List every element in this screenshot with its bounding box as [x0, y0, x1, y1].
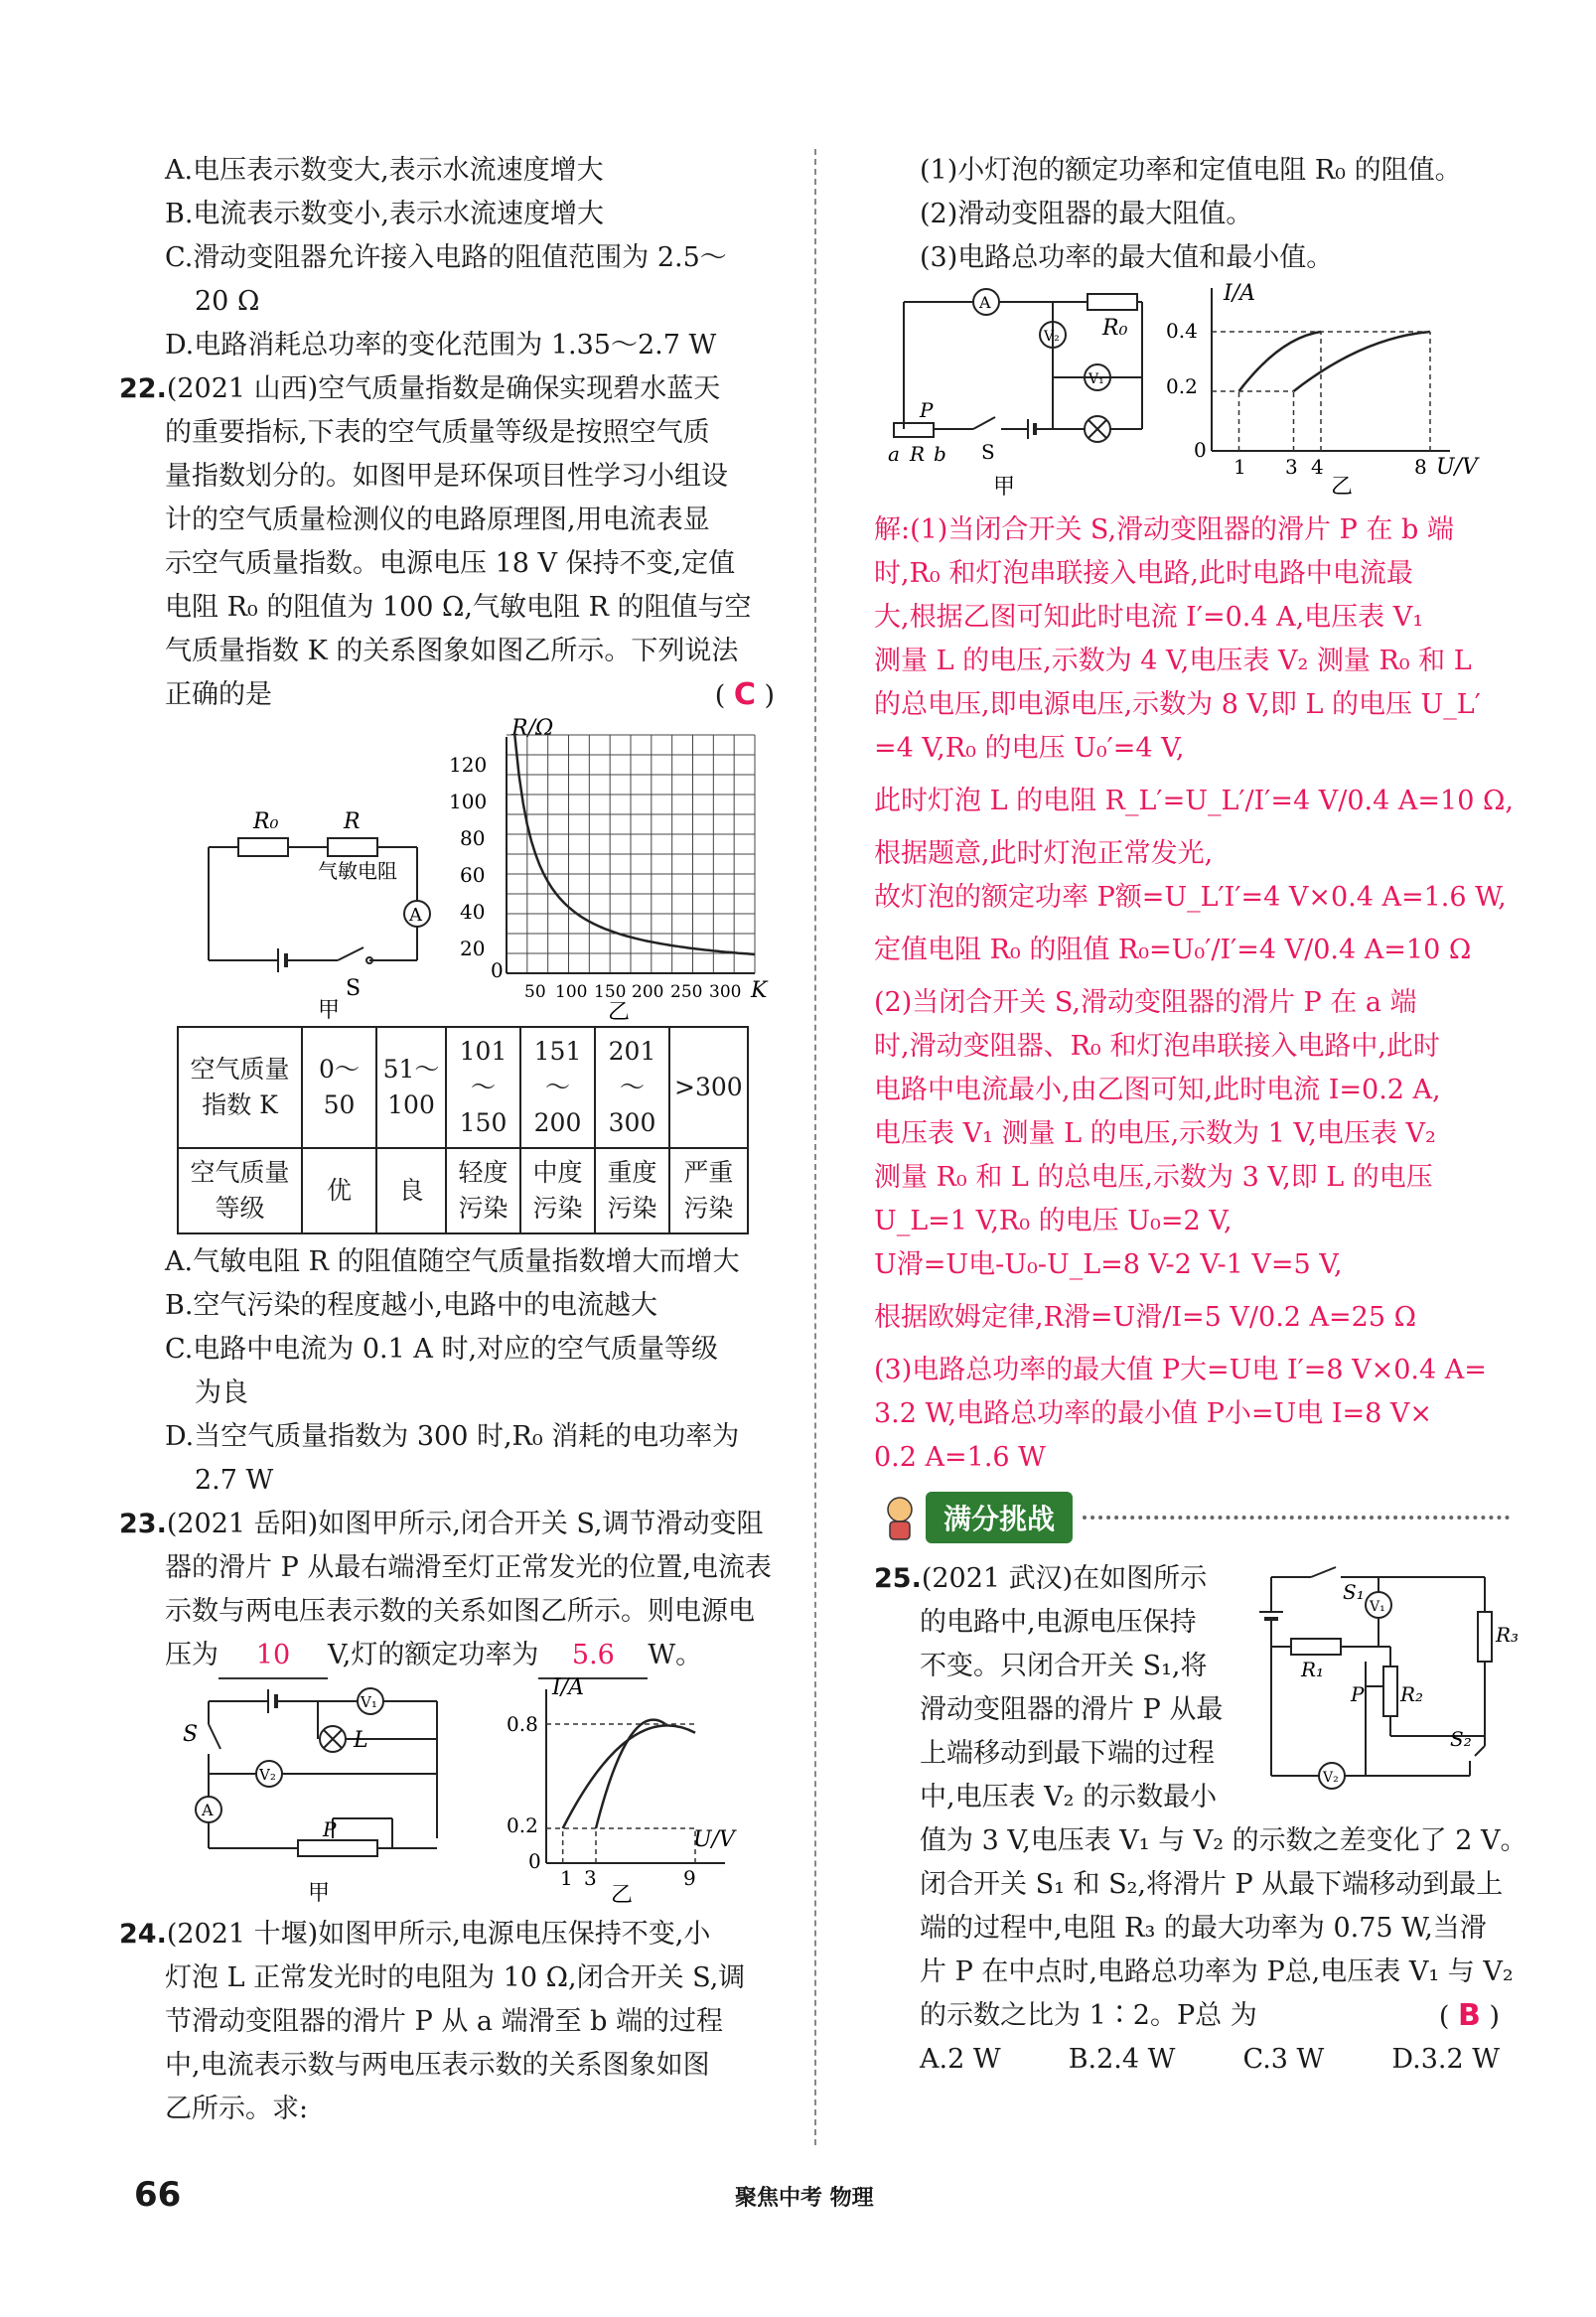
y-tick: 0 [491, 958, 504, 982]
q23-line: W。 [648, 1640, 703, 1670]
q21-option-c-cont: 20 Ω [195, 286, 260, 317]
y-tick: 40 [460, 900, 486, 924]
q22-graph [449, 716, 769, 1025]
q25-line: 中,电压表 V₂ 的示数最小 [920, 1782, 1218, 1812]
q25-line: 片 P 在中点时,电路总功率为 P总,电压表 V₁ 与 V₂ [920, 1956, 1514, 1987]
y-tick: 120 [449, 753, 488, 777]
q24-sub-question: (3)电路总功率的最大值和最小值。 [920, 242, 1334, 273]
axis-label-x: U/V [1436, 455, 1478, 480]
rheostat-symbol [298, 1840, 377, 1856]
v1-curve [1239, 332, 1322, 391]
table-cell: 空气质量指数 K [178, 1027, 302, 1148]
y-tick: 60 [460, 863, 486, 887]
solution-line: (3)电路总功率的最大值 P大=U电 I′=8 V×0.4 A= [874, 1355, 1487, 1385]
r-vs-k-curve [514, 735, 755, 954]
q22-line: 正确的是 [165, 679, 272, 710]
x-tick: 9 [683, 1866, 696, 1890]
caption-yi: 乙 [608, 1000, 631, 1025]
q23-circuit-diagram [196, 1688, 437, 1856]
table-cell: 201～300 [595, 1027, 669, 1148]
q23-number: 23. [119, 1509, 167, 1539]
y-tick: 100 [449, 790, 488, 813]
q25-line: 的示数之比为 1∶2。P总 为 [920, 2000, 1257, 2031]
rheostat-r2-symbol [1383, 1666, 1397, 1716]
q23-line: 压为 [165, 1640, 218, 1670]
label-b: b [934, 442, 946, 466]
question-22 [119, 367, 795, 1503]
q22-answer: C [733, 677, 756, 712]
label-p: P [323, 1817, 337, 1841]
q24-graph [1166, 281, 1480, 500]
air-quality-table [177, 1026, 749, 1234]
label-p: P [920, 398, 934, 422]
y-tick: 0 [1194, 438, 1207, 462]
y-tick: 20 [460, 937, 486, 960]
resistor-r3-symbol [1478, 1612, 1492, 1662]
label-s1: S₁ [1343, 1580, 1365, 1604]
q21-option-b: B.电流表示数变小,表示水流速度增大 [165, 199, 605, 229]
switch-s2-symbol [1475, 1746, 1485, 1756]
table-cell: 优 [302, 1148, 376, 1233]
q24-sub-question: (1)小灯泡的额定功率和定值电阻 R₀ 的阻值。 [920, 155, 1462, 186]
q22-figures-svg [119, 716, 795, 1025]
label-r2: R₂ [1400, 1682, 1424, 1706]
q22-option-d-cont: 2.7 W [195, 1465, 274, 1496]
solution-line: U滑=U电-U₀-U_L=8 V-2 V-1 V=5 V, [874, 1249, 1343, 1280]
label-sensor: 气敏电阻 [318, 859, 397, 883]
q25-line: 端的过程中,电阻 R₃ 的最大功率为 0.75 W,当滑 [920, 1913, 1487, 1944]
label-v1: V₁ [1370, 1599, 1385, 1615]
solution-line: 测量 R₀ 和 L 的总电压,示数为 3 V,即 L 的电压 [874, 1162, 1433, 1193]
q24-line: (2021 十堰)如图甲所示,电源电压保持不变,小 [166, 1919, 711, 1950]
x-tick: 4 [1311, 455, 1324, 479]
label-v2: V₂ [1323, 1770, 1339, 1786]
solution-line: 时,R₀ 和灯泡串联接入电路,此时电路中电流最 [874, 558, 1413, 589]
label-v2: V₂ [259, 1766, 276, 1784]
q22-line: 示空气质量指数。电源电压 18 V 保持不变,定值 [165, 548, 736, 579]
x-tick: 1 [560, 1866, 573, 1890]
q25-option-b: B.2.4 W [1068, 2044, 1176, 2075]
axis-label-x: U/V [693, 1827, 735, 1852]
solution-line: 的总电压,即电源电压,示数为 8 V,即 L 的电压 U_L′ [874, 689, 1481, 720]
label-a: a [888, 442, 900, 466]
table-cell: >300 [669, 1027, 748, 1148]
solution-line: U_L=1 V,R₀ 的电压 U₀=2 V, [874, 1206, 1233, 1236]
question-24 [119, 1913, 795, 2131]
label-switch: S [346, 976, 362, 1001]
v2-curve [596, 1720, 665, 1828]
table-cell: 轻度污染 [446, 1148, 520, 1233]
caption-yi: 乙 [611, 1883, 634, 1908]
solution-line: 3.2 W,电路总功率的最小值 P小=U电 I=8 V× [874, 1398, 1433, 1429]
solution-line: 定值电阻 R₀ 的阻值 R₀=U₀′/I′=4 V/0.4 A=10 Ω [874, 935, 1472, 965]
table-cell: 101～150 [446, 1027, 520, 1148]
y-tick: 0 [528, 1849, 541, 1873]
q22-answer-slot: ( C ) [714, 677, 775, 712]
x-tick: 50 [524, 982, 546, 1002]
label-l: L [354, 1728, 368, 1753]
column-divider [814, 149, 816, 2145]
q22-option-c: C.电路中电流为 0.1 A 时,对应的空气质量等级 [165, 1334, 719, 1365]
page-footer [0, 2165, 1596, 2225]
q23-graph [507, 1675, 737, 1908]
q22-line: 的重要指标,下表的空气质量等级是按照空气质 [165, 417, 710, 448]
table-cell: 151～200 [520, 1027, 595, 1148]
right-column [874, 149, 1527, 2082]
q23-line: 示数与两电压表示数的关系如图乙所示。则电源电 [165, 1596, 755, 1627]
q24-number: 24. [119, 1919, 167, 1950]
solution-line: =4 V,R₀ 的电压 U₀′=4 V, [874, 733, 1185, 764]
x-tick: 300 [709, 982, 742, 1002]
q22-option-d: D.当空气质量指数为 300 时,R₀ 消耗的电功率为 [165, 1421, 740, 1452]
label-r0: R₀ [1102, 316, 1128, 341]
q22-line: 气质量指数 K 的关系图象如图乙所示。下列说法 [165, 636, 739, 666]
book-title: 聚焦中考 物理 [735, 2186, 874, 2211]
x-tick: 100 [555, 982, 588, 1002]
switch-s1-symbol [1311, 1567, 1336, 1577]
x-tick: 200 [632, 982, 664, 1002]
q22-option-a: A.气敏电阻 R 的阻值随空气质量指数增大而增大 [165, 1246, 740, 1277]
q25-line: 闭合开关 S₁ 和 S₂,将滑片 P 从最下端移动到最上 [920, 1869, 1504, 1900]
x-tick: 8 [1414, 455, 1427, 479]
q22-line: 电阻 R₀ 的阻值为 100 Ω,气敏电阻 R 的阻值与空 [165, 592, 752, 623]
table-cell: 重度污染 [595, 1148, 669, 1233]
q22-option-b: B.空气污染的程度越小,电路中的电流越大 [165, 1290, 658, 1321]
label-s: S [981, 440, 995, 464]
y-tick: 0.2 [507, 1813, 538, 1837]
table-cell: 中度污染 [520, 1148, 595, 1233]
q24-sub-question: (2)滑动变阻器的最大阻值。 [920, 199, 1253, 229]
q24-line: 乙所示。求: [165, 2094, 309, 2124]
v1-curve [563, 1725, 695, 1828]
axis-label-y: R/Ω [511, 716, 554, 741]
q25-answer: B [1457, 1998, 1481, 2033]
caption-jia: 甲 [318, 998, 341, 1023]
solution-line: 故灯泡的额定功率 P额=U_L′I′=4 V×0.4 A=1.6 W, [874, 882, 1507, 913]
label-r3: R₃ [1496, 1623, 1520, 1647]
q23-line: 器的滑片 P 从最右端滑至灯正常发光的位置,电流表 [165, 1552, 772, 1583]
q25-line: 不变。只闭合开关 S₁,将 [920, 1651, 1208, 1681]
label-s2: S₂ [1450, 1727, 1472, 1751]
table-cell: 0～50 [302, 1027, 376, 1148]
label-ammeter: A [979, 293, 991, 312]
solution-line: 解:(1)当闭合开关 S,滑动变阻器的滑片 P 在 b 端 [874, 514, 1454, 545]
q24-line: 灯泡 L 正常发光时的电阻为 10 Ω,闭合开关 S,调 [165, 1962, 746, 1993]
page-number: 66 [134, 2175, 182, 2215]
label-r1: R₁ [1301, 1658, 1325, 1681]
y-tick: 80 [460, 826, 486, 850]
q21-option-a: A.电压表示数变大,表示水流速度增大 [165, 155, 604, 186]
axis-label-x: K [751, 978, 768, 1003]
y-tick: 0.2 [1166, 374, 1198, 398]
q24-figures [874, 280, 1510, 508]
q21-option-d: D.电路消耗总功率的变化范围为 1.35～2.7 W [165, 330, 717, 361]
resistor-r0-symbol [238, 838, 288, 856]
q23-line: V,灯的额定功率为 [328, 1640, 539, 1670]
q21-option-c: C.滑动变阻器允许接入电路的阻值范围为 2.5～ [165, 242, 727, 273]
solution-line: 电压表 V₁ 测量 L 的电压,示数为 1 V,电压表 V₂ [874, 1118, 1436, 1149]
table-row [178, 1027, 748, 1148]
solution-line: (2)当闭合开关 S,滑动变阻器的滑片 P 在 a 端 [874, 987, 1417, 1018]
q23-figures [119, 1675, 795, 1913]
solution-line: 大,根据乙图可知此时电流 I′=0.4 A,电压表 V₁ [874, 602, 1424, 633]
banner-dotted-rule [1083, 1516, 1510, 1520]
q23-line: (2021 岳阳)如图甲所示,闭合开关 S,调节滑动变阻 [166, 1509, 764, 1539]
table-cell: 51～100 [376, 1027, 446, 1148]
q22-number: 22. [119, 373, 167, 404]
question-23 [119, 1503, 795, 1913]
q25-options [874, 2038, 1510, 2082]
label-p: P [1351, 1682, 1365, 1706]
solution-line: 时,滑动变阻器、R₀ 和灯泡串联接入电路中,此时 [874, 1031, 1440, 1062]
q25-option-a: A.2 W [920, 2044, 1001, 2075]
resistor-r0-symbol [1088, 294, 1137, 310]
solution-line: 根据题意,此时灯泡正常发光, [874, 838, 1214, 869]
label-v2: V₂ [1044, 329, 1060, 345]
q25-option-c: C.3 W [1242, 2044, 1325, 2075]
switch-symbol [338, 947, 363, 960]
axis-label-y: I/A [1224, 281, 1255, 306]
q22-line: (2021 山西)空气质量指数是确保实现碧水蓝天 [166, 373, 721, 404]
q24-line: 中,电流表示数与两电压表示数的关系图象如图 [165, 2050, 710, 2081]
q25-line: 滑动变阻器的滑片 P 从最 [920, 1694, 1224, 1725]
q22-line: 计的空气质量检测仪的电路原理图,用电流表显 [165, 505, 710, 535]
table-cell: 良 [376, 1148, 446, 1233]
q25-circuit-diagram [1251, 1557, 1520, 1801]
caption-jia: 甲 [993, 475, 1016, 500]
solution-line: 0.2 A=1.6 W [874, 1442, 1046, 1473]
y-tick: 0.4 [1166, 319, 1198, 343]
q24-line: 节滑动变阻器的滑片 P 从 a 端滑至 b 端的过程 [165, 2006, 724, 2037]
label-ammeter: A [202, 1801, 214, 1819]
solution-line: 电路中电流最小,由乙图可知,此时电流 I=0.2 A, [874, 1075, 1441, 1105]
q25-answer-slot: ( B ) [1438, 1998, 1500, 2033]
resistor-r1-symbol [1291, 1639, 1341, 1655]
x-tick: 250 [670, 982, 703, 1002]
solution-line: 测量 L 的电压,示数为 4 V,电压表 V₂ 测量 R₀ 和 L [874, 646, 1472, 676]
left-column [119, 149, 795, 2131]
caption-yi: 乙 [1331, 475, 1354, 500]
x-tick: 150 [594, 982, 627, 1002]
label-ammeter: A [409, 905, 422, 926]
q23-figures-svg [119, 1675, 795, 1913]
solution-line: 此时灯泡 L 的电阻 R_L′=U_L′/I′=4 V/0.4 A=10 Ω, [874, 786, 1514, 816]
challenge-banner [874, 1486, 1510, 1549]
table-row [178, 1148, 748, 1233]
resistor-r-symbol [328, 838, 377, 856]
mascot-icon [874, 1492, 926, 1543]
x-tick: 3 [1285, 455, 1298, 479]
q25-option-d: D.3.2 W [1391, 2044, 1500, 2075]
label-v1: V₁ [1088, 371, 1104, 387]
q25-line: 值为 3 V,电压表 V₁ 与 V₂ 的示数之差变化了 2 V。 [920, 1825, 1527, 1856]
solution-line: 根据欧姆定律,R滑=U滑/I=5 V/0.2 A=25 Ω [874, 1302, 1416, 1333]
q25-line: (2021 武汉)在如图所示 [921, 1563, 1208, 1594]
switch-symbol [209, 1724, 220, 1749]
caption-jia: 甲 [308, 1881, 331, 1906]
challenge-banner-title: 满分挑战 [926, 1492, 1073, 1543]
q23-blank-power: 5.6 [538, 1634, 648, 1679]
label-r: R [910, 442, 926, 466]
table-cell: 空气质量等级 [178, 1148, 302, 1233]
q23-blank-voltage: 10 [218, 1634, 328, 1679]
rheostat-symbol [894, 423, 934, 437]
q22-option-c-cont: 为良 [195, 1377, 248, 1408]
label-v1: V₁ [361, 1693, 377, 1711]
x-tick: 3 [584, 1866, 597, 1890]
q25-line: 的电路中,电源电压保持 [920, 1607, 1197, 1638]
x-tick: 1 [1233, 455, 1246, 479]
y-tick: 0.8 [507, 1712, 538, 1736]
label-r: R [344, 809, 361, 834]
q25-number: 25. [874, 1563, 922, 1594]
table-cell: 严重污染 [669, 1148, 748, 1233]
q25-line: 上端移动到最下端的过程 [920, 1738, 1215, 1769]
q24-figures-svg [874, 280, 1510, 508]
q22-figures [119, 716, 795, 1025]
question-25 [874, 1557, 1527, 2082]
axis-label-y: I/A [552, 1675, 584, 1700]
q24-solution [874, 508, 1514, 1480]
q22-line: 量指数划分的。如图甲是环保项目性学习小组设 [165, 461, 728, 492]
label-r0: R₀ [253, 809, 279, 834]
switch-symbol [973, 417, 995, 429]
v2-curve [1294, 332, 1431, 391]
label-s: S [183, 1722, 199, 1747]
